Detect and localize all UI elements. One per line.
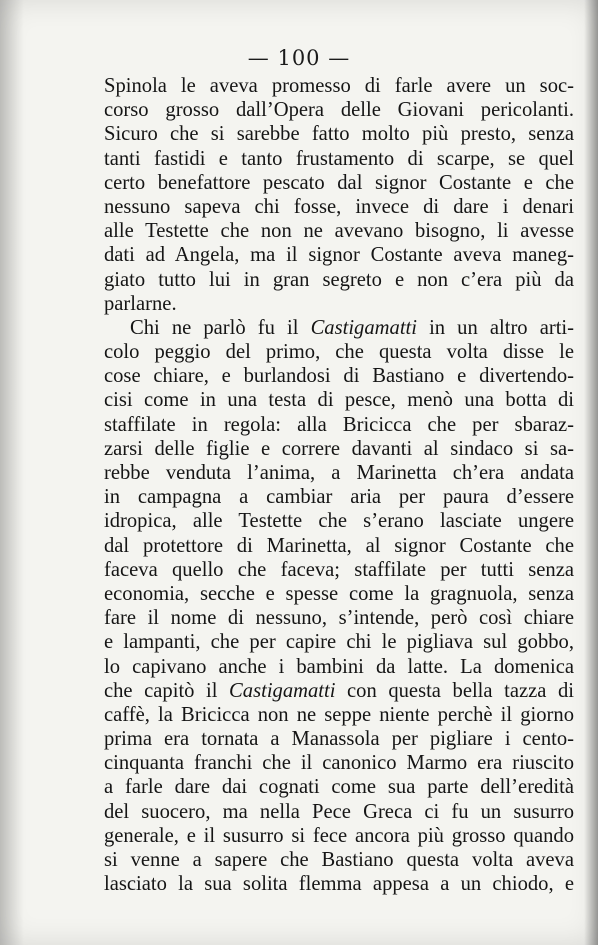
text-run: cisi come in una testa di pesce, menò una botta di — [104, 389, 574, 412]
text-run: in un altro arti- — [416, 316, 574, 339]
text-run: colo peggio del primo, che questa volta disse le — [104, 341, 574, 364]
text-run: prima era tornata a Manassola per pigliare i cento- — [104, 728, 574, 751]
text-line — [104, 74, 574, 98]
text-line — [104, 727, 574, 751]
italic-title: Castigamatti — [310, 316, 417, 339]
text-run: faceva quello che faceva; staffilate per tutti senza — [104, 558, 574, 581]
text-line — [104, 413, 574, 437]
text-line — [104, 509, 574, 533]
italic-title: Castigamatti — [229, 679, 336, 702]
text-line — [104, 703, 574, 727]
text-run: generale, e il susurro si fece ancora più grosso quando — [104, 824, 574, 847]
text-line — [104, 340, 574, 364]
text-line — [104, 606, 574, 630]
text-run: rebbe venduta l’anima, a Marinetta ch’era andata — [104, 462, 574, 484]
text-run: del suocero, ma nella Pece Greca ci fu un susurro — [104, 800, 574, 823]
text-run: tanti fastidi e tanto frustamento di scarpe, se quel — [104, 147, 574, 170]
text-line — [104, 848, 574, 872]
text-line — [104, 98, 574, 122]
text-run: che capitò il — [104, 679, 230, 702]
text-run: alle Testette che non ne avevano bisogno, li avesse — [104, 220, 574, 243]
text-run: economia, secche e spesse come la gragnuola, senza — [104, 582, 574, 605]
text-line — [104, 655, 574, 679]
text-run: idropica, alle Testette che s’erano lasciate ungere — [104, 510, 574, 533]
text-line — [104, 558, 574, 582]
text-run: e lampanti, che per capire chi le pigliava sul gobbo, — [104, 631, 574, 654]
text-run: Sicuro che si sarebbe fatto molto più presto, senza — [104, 123, 574, 146]
text-line — [104, 437, 574, 461]
text-run: certo benefattore pescato dal signor Costante e che — [104, 171, 574, 194]
text-line — [104, 171, 574, 195]
text-line — [104, 364, 574, 388]
text-run: parlarne. — [104, 292, 177, 315]
text-line — [104, 824, 574, 848]
text-run: lasciato la sua solita flemma appesa a un chiodo, e — [104, 873, 574, 896]
text-line — [104, 775, 574, 799]
text-run: zarsi delle figlie e correre davanti al sindaco si sa- — [104, 437, 574, 460]
text-run: Spinola le aveva promesso di farle avere un soc- — [104, 75, 574, 97]
text-line — [104, 751, 574, 775]
text-run: corso grosso dall’Opera delle Giovani pericolanti. — [104, 99, 574, 122]
text-run: a farle dare dai cognati come sua parte dell’eredità — [104, 776, 574, 799]
text-line — [104, 388, 574, 412]
text-run: dal protettore di Marinetta, al signor Costante che — [104, 534, 574, 557]
body-text — [104, 74, 574, 896]
text-line — [104, 872, 574, 896]
text-run: con questa bella tazza di — [335, 679, 574, 702]
text-run: in campagna a cambiar aria per paura d’essere — [104, 486, 574, 509]
page-number: — 100 — — [247, 46, 351, 70]
text-line — [104, 292, 574, 316]
text-line — [104, 485, 574, 509]
text-run: cinquanta franchi che il canonico Marmo era riuscito — [104, 752, 574, 775]
text-line — [104, 800, 574, 824]
text-run: cose chiare, e burlandosi di Bastiano e divertendo- — [104, 365, 574, 388]
text-line — [104, 268, 574, 292]
text-run: Chi ne parlò fu il — [130, 316, 311, 339]
text-line — [104, 147, 574, 171]
text-line — [104, 195, 574, 219]
text-run: staffilate in regola: alla Bricicca che per sbaraz- — [104, 413, 574, 436]
text-line — [104, 243, 574, 267]
page-edge — [584, 0, 598, 945]
text-line — [104, 630, 574, 654]
text-run: giato tutto lui in gran segreto e non c’era più da — [104, 268, 574, 291]
text-line — [104, 122, 574, 146]
text-run: lo capivano anche i bambini da latte. La domenica — [104, 655, 574, 678]
text-line — [104, 219, 574, 243]
text-line — [104, 461, 574, 485]
text-run: nessuno sapeva chi fosse, invece di dare i denari — [104, 195, 574, 218]
text-line — [104, 534, 574, 558]
text-line — [104, 679, 574, 703]
text-run: dati ad Angela, ma il signor Costante aveva maneg- — [104, 244, 574, 267]
text-line — [104, 582, 574, 606]
binding-shadow — [0, 0, 24, 945]
text-line — [104, 316, 574, 340]
text-run: caffè, la Bricicca non ne seppe niente perchè il giorno — [104, 703, 574, 726]
text-run: si venne a sapere che Bastiano questa volta aveva — [104, 849, 574, 871]
text-run: fare il nome di nessuno, s’intende, però così chiare — [104, 607, 574, 630]
